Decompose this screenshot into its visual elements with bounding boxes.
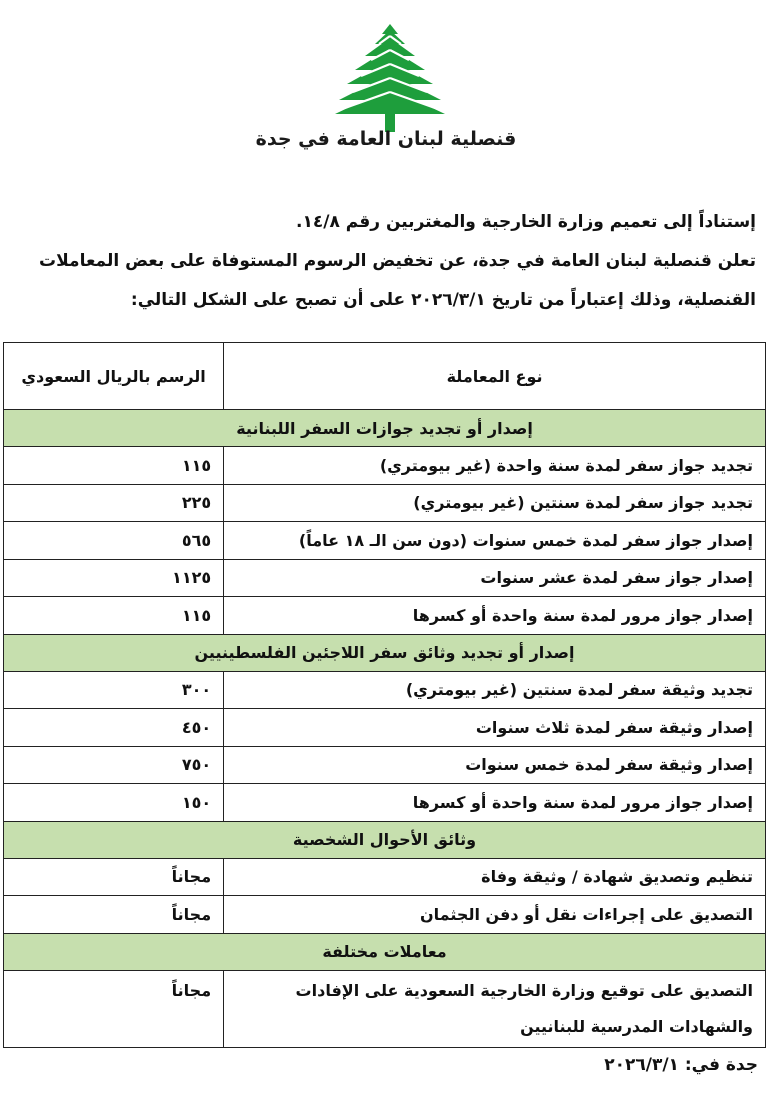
table-row	[4, 522, 766, 560]
row-fee: ٣٠٠	[4, 671, 224, 709]
table-row	[4, 746, 766, 784]
fees-table	[3, 342, 766, 1048]
row-fee: ١٥٠	[4, 784, 224, 822]
row-name: تنظيم وتصديق شهادة / وثيقة وفاة	[224, 858, 766, 896]
section-title: إصدار أو تجديد جوازات السفر اللبنانية	[4, 410, 766, 447]
table-row	[4, 447, 766, 485]
table-row	[4, 858, 766, 896]
footer-date: جدة في: ٢٠٢٦/٣/١	[604, 1055, 758, 1075]
intro-text	[26, 203, 756, 320]
organization-name: قنصلية لبنان العامة في جدة	[255, 128, 517, 150]
row-name: إصدار وثيقة سفر لمدة خمس سنوات	[224, 746, 766, 784]
intro-line-3: القنصلية، وذلك إعتباراً من تاريخ ٢٠٢٦/٣/١ على أن تصبح على الشكل التالي:	[130, 290, 756, 310]
section-row	[4, 821, 766, 858]
row-name-line-1: التصديق على توقيع وزارة الخارجية السعودية على الإفادات	[295, 980, 753, 1000]
row-fee: ٢٢٥	[4, 484, 224, 522]
table-row	[4, 896, 766, 934]
row-fee: ١١٢٥	[4, 559, 224, 597]
section-title: إصدار أو تجديد وثائق سفر اللاجئين الفلسطينيين	[4, 634, 766, 671]
table-row	[4, 559, 766, 597]
row-name: إصدار جواز مرور لمدة سنة واحدة أو كسرها	[224, 597, 766, 635]
column-header-type: نوع المعاملة	[224, 343, 766, 410]
row-fee: ١١٥	[4, 597, 224, 635]
row-fee: ٧٥٠	[4, 746, 224, 784]
row-name: إصدار وثيقة سفر لمدة ثلاث سنوات	[224, 709, 766, 747]
table-row	[4, 484, 766, 522]
table-row	[4, 597, 766, 635]
row-fee: ٥٦٥	[4, 522, 224, 560]
row-fee: مجاناً	[4, 970, 224, 1047]
column-header-fee: الرسم بالريال السعودي	[4, 343, 224, 410]
section-title: معاملات مختلفة	[4, 933, 766, 970]
section-row	[4, 634, 766, 671]
row-fee: مجاناً	[4, 896, 224, 934]
row-fee: ١١٥	[4, 447, 224, 485]
intro-line-2: تعلن قنصلية لبنان العامة في جدة، عن تخفيض الرسوم المستوفاة على بعض المعاملات	[39, 251, 756, 271]
row-name: إصدار جواز مرور لمدة سنة واحدة أو كسرها	[224, 784, 766, 822]
table-row	[4, 784, 766, 822]
table-row	[4, 671, 766, 709]
section-row	[4, 410, 766, 447]
row-name	[224, 970, 766, 1047]
row-name: تجديد جواز سفر لمدة سنتين (غير بيومتري)	[224, 484, 766, 522]
cedar-tree-icon	[335, 22, 445, 134]
row-name: التصديق على إجراءات نقل أو دفن الجثمان	[224, 896, 766, 934]
intro-line-1: إستناداً إلى تعميم وزارة الخارجية والمغتربين رقم ١٤/٨.	[296, 212, 756, 232]
row-name: تجديد جواز سفر لمدة سنة واحدة (غير بيومتري)	[224, 447, 766, 485]
row-name-line-2: والشهادات المدرسية للبنانيين	[520, 1016, 753, 1036]
row-name: إصدار جواز سفر لمدة خمس سنوات (دون سن الـ ١٨ عاماً)	[224, 522, 766, 560]
row-fee: مجاناً	[4, 858, 224, 896]
section-row	[4, 933, 766, 970]
table-row	[4, 709, 766, 747]
table-header-row	[4, 343, 766, 410]
row-name: تجديد وثيقة سفر لمدة سنتين (غير بيومتري)	[224, 671, 766, 709]
row-name: إصدار جواز سفر لمدة عشر سنوات	[224, 559, 766, 597]
row-fee: ٤٥٠	[4, 709, 224, 747]
section-title: وثائق الأحوال الشخصية	[4, 821, 766, 858]
table-row	[4, 970, 766, 1047]
